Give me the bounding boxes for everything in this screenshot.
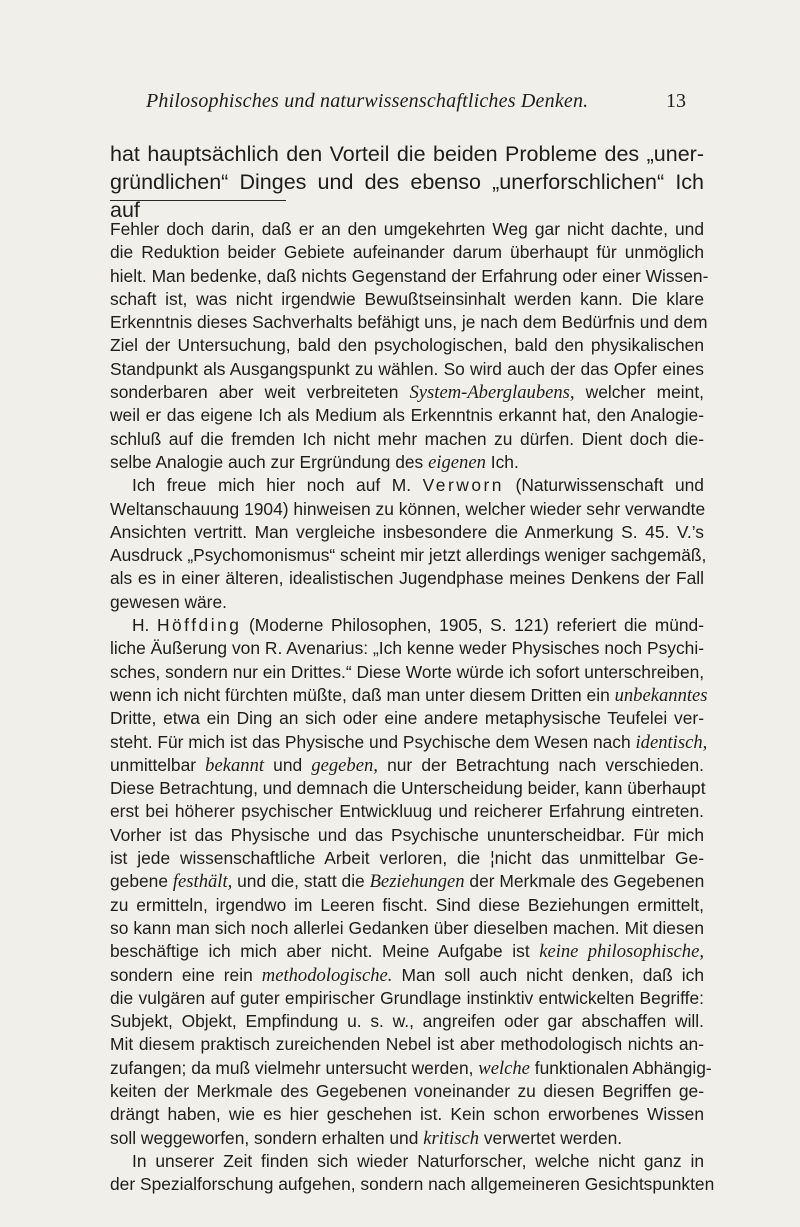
emphasized-text: methodologische. (261, 964, 393, 986)
footnote-line (110, 684, 708, 707)
page-number: 13 (666, 90, 686, 112)
footnote-line (110, 218, 704, 241)
footnote-text: selbe Analogie auch zur Ergründung des (110, 451, 429, 472)
emphasized-text: identisch, (635, 731, 708, 753)
emphasized-text: unbekanntes (614, 684, 708, 706)
emphasized-text: eigenen (428, 451, 486, 473)
footnote-text: der Spezialforschung aufgehen, sondern nach allgemeineren Gesichtspunkten (110, 1174, 715, 1195)
footnote-block (110, 218, 715, 1196)
footnote-text: funktionalen Abhängig- (529, 1057, 712, 1078)
footnote-line (110, 1103, 704, 1126)
footnote-line (110, 591, 704, 614)
footnote-text: sonderbaren aber weit verbreiteten (110, 382, 410, 403)
footnote-text: Ansichten vertritt. Man vergleiche insbesondere die Anmerkung S. 45. V.’s (110, 521, 704, 542)
footnote-text: Mit diesem praktisch zureichenden Nebel ist aber methodologisch nichts an- (110, 1034, 704, 1055)
footnote-text: liche Äußerung von R. Avenarius: „Ich kenne weder Physisches noch Psychi- (110, 638, 704, 659)
footnote-text: In unserer Zeit finden sich wieder Naturforscher, welche nicht ganz in (132, 1150, 704, 1171)
emphasized-text: bekannt (205, 754, 265, 776)
footnote-text: (Naturwissenschaft und (503, 475, 704, 496)
footnote-text: drängt haben, wie es hier geschehen ist. Kein schon erworbenes Wissen (110, 1104, 704, 1125)
footnote-text: erst bei höherer psychischer Entwickluug und reicherer Erfahrung eintreten. (110, 801, 704, 822)
footnote-line (110, 661, 704, 684)
footnote-line (110, 777, 704, 800)
footnote-text: weil er das eigene Ich als Medium als Erkenntnis erkannt hat, den Analogie- (110, 405, 704, 426)
footnote-text: gewesen wäre. (110, 591, 227, 612)
footnote-text: Ausdruck „Psychomonismus“ scheint mir jetzt allerdings weniger sachgemäß, (110, 545, 707, 566)
footnote-line (110, 288, 704, 311)
footnote-line (110, 358, 704, 381)
emphasized-text: Höffding (156, 615, 242, 636)
footnote-text: Erkenntnis dieses Sachverhalts befähigt uns, je nach dem Bedürfnis und dem (110, 312, 708, 333)
footnote-text: Diese Betrachtung, und demnach die Unterscheidung beider, kann überhaupt (110, 778, 706, 799)
footnote-text: beschäftige ich mich aber nicht. Meine Aufgabe ist (110, 941, 540, 962)
footnote-line (110, 1010, 704, 1033)
main-text-line: gründlichen“ Dinges und des ebenso „unerforschlichen“ Ich auf (110, 170, 704, 222)
footnote-line (110, 1033, 704, 1056)
emphasized-text: System-Aberglaubens, (409, 382, 575, 404)
footnote-text: nur der Betrachtung nach verschieden. (377, 754, 704, 775)
footnote-text: (Moderne Philosophen, 1905, S. 121) referiert die münd- (241, 615, 704, 636)
footnote-line (110, 870, 704, 893)
footnote-line (110, 334, 704, 357)
footnote-text: der Merkmale des Gegebenen (464, 871, 705, 892)
footnote-line (110, 265, 709, 288)
footnote-line (110, 311, 708, 334)
footnote-line (110, 521, 704, 544)
footnote-line (110, 800, 704, 823)
emphasized-text: welche (478, 1057, 530, 1079)
footnote-text: schaft ist, was nicht irgendwie Bewußtseinsinhalt werden kann. Die klare (110, 288, 704, 309)
footnote-line (110, 614, 704, 637)
footnote-text: schluß auf die fremden Ich nicht mehr machen zu dürfen. Dient doch die- (110, 428, 704, 449)
footnote-line (110, 1080, 704, 1103)
emphasized-text: kritisch (423, 1127, 480, 1149)
header-title: Philosophisches und naturwissenschaftliches Denken. (146, 90, 589, 112)
footnote-text: die Reduktion beider Gebiete aufeinander darum überhaupt für unmöglich (110, 242, 704, 263)
main-text (110, 140, 704, 224)
emphasized-text: gegeben, (311, 754, 378, 776)
footnote-line (110, 824, 704, 847)
footnote-text: keiten der Merkmale des Gegebenen voneinander zu diesen Begriffen ge- (110, 1080, 704, 1101)
footnote-line (110, 428, 704, 451)
emphasized-text: Beziehungen (369, 871, 465, 893)
footnote-text: Fehler doch darin, daß er an den umgekehrten Weg gar nicht dachte, und (110, 219, 704, 239)
footnote-text: Vorher ist das Physische und das Psychische ununterscheidbar. Für mich (110, 824, 704, 845)
emphasized-text: festhält, (172, 871, 233, 893)
footnote-line (110, 474, 704, 497)
footnote-text: Man soll auch nicht denken, daß ich (392, 964, 705, 985)
footnote-line (110, 894, 704, 917)
footnote-line (110, 731, 708, 754)
footnote-line (110, 1150, 704, 1173)
running-header (146, 90, 686, 120)
footnote-text: Ich freue mich hier noch auf M. (132, 475, 423, 496)
footnote-text: H. (132, 615, 157, 636)
footnote-text: steht. Für mich ist das Physische und Psychische dem Wesen nach (110, 731, 636, 752)
footnote-text: und die, statt die (232, 871, 370, 892)
footnote-text: und (264, 754, 312, 775)
footnote-text: Ich. (485, 451, 519, 472)
footnote-text: zu ermitteln, irgendwo im Leeren fischt. Sind diese Beziehungen ermittelt, (110, 894, 704, 915)
footnote-line (110, 381, 704, 404)
footnote-text: so kann man sich noch allerlei Gedanken über dieselben machen. Mit diesen (110, 917, 704, 938)
footnote-line (110, 637, 704, 660)
footnote-line (110, 754, 704, 777)
footnote-text: hielt. Man bedenke, daß nichts Gegenstand der Erfahrung oder einer Wissen- (110, 265, 709, 286)
footnote-text: Standpunkt als Ausgangspunkt zu wählen. So wird auch der das Opfer eines (110, 358, 704, 379)
footnote-text: ist jede wissenschaftliche Arbeit verloren, die ¦nicht das unmittelbar Ge- (110, 848, 704, 869)
footnote-line (110, 544, 707, 567)
footnote-text: zufangen; da muß vielmehr untersucht werden, (110, 1057, 479, 1078)
footnote-text: sches, sondern nur ein Drittes.“ Diese Worte würde ich sofort unterschreiben, (110, 661, 705, 682)
footnote-line (110, 241, 704, 264)
footnote-text: gebene (110, 871, 173, 892)
footnote-line (110, 707, 704, 730)
footnote-text: Ziel der Untersuchung, bald den psychologischen, bald den physikalischen (110, 335, 704, 356)
footnote-text: die vulgären auf guter empirischer Grundlage instinktiv entwickelten Begriffe: (110, 987, 704, 1008)
footnote-text: Dritte, etwa ein Ding an sich oder eine andere metaphysische Teufelei ver- (110, 708, 704, 729)
footnote-line (110, 1173, 715, 1196)
footnote-line (110, 987, 704, 1010)
footnote-text: Subjekt, Objekt, Empfindung u. s. w., angreifen oder gar abschaffen will. (110, 1011, 704, 1032)
footnote-line (110, 451, 704, 474)
footnote-text: verwertet werden. (479, 1127, 623, 1148)
footnote-line (110, 847, 704, 870)
footnote-line (110, 940, 704, 963)
footnote-text: unmittelbar (110, 754, 206, 775)
footnote-line (110, 1057, 712, 1080)
footnote-line (110, 964, 704, 987)
main-text-line: hat hauptsächlich den Vorteil die beiden Probleme des „uner- (110, 142, 704, 166)
footnote-line (110, 498, 704, 521)
footnote-line (110, 917, 704, 940)
footnote-separator-rule (110, 200, 286, 201)
emphasized-text: Verworn (422, 475, 504, 496)
emphasized-text: keine philosophische, (539, 941, 705, 963)
footnote-text: wenn ich nicht fürchten müßte, daß man unter diesem Dritten ein (110, 684, 615, 705)
footnote-line (110, 1127, 704, 1150)
footnote-text: welcher meint, (574, 382, 704, 403)
footnote-text: als es in einer älteren, idealistischen Jugendphase meines Denkens der Fall (110, 568, 704, 589)
footnote-line (110, 567, 704, 590)
footnote-text: Weltanschauung 1904) hinweisen zu können, welcher wieder sehr verwandte (110, 498, 706, 519)
footnote-text: soll weggeworfen, sondern erhalten und (110, 1127, 424, 1148)
footnote-line (110, 404, 704, 427)
footnote-text: sondern eine rein (110, 964, 262, 985)
